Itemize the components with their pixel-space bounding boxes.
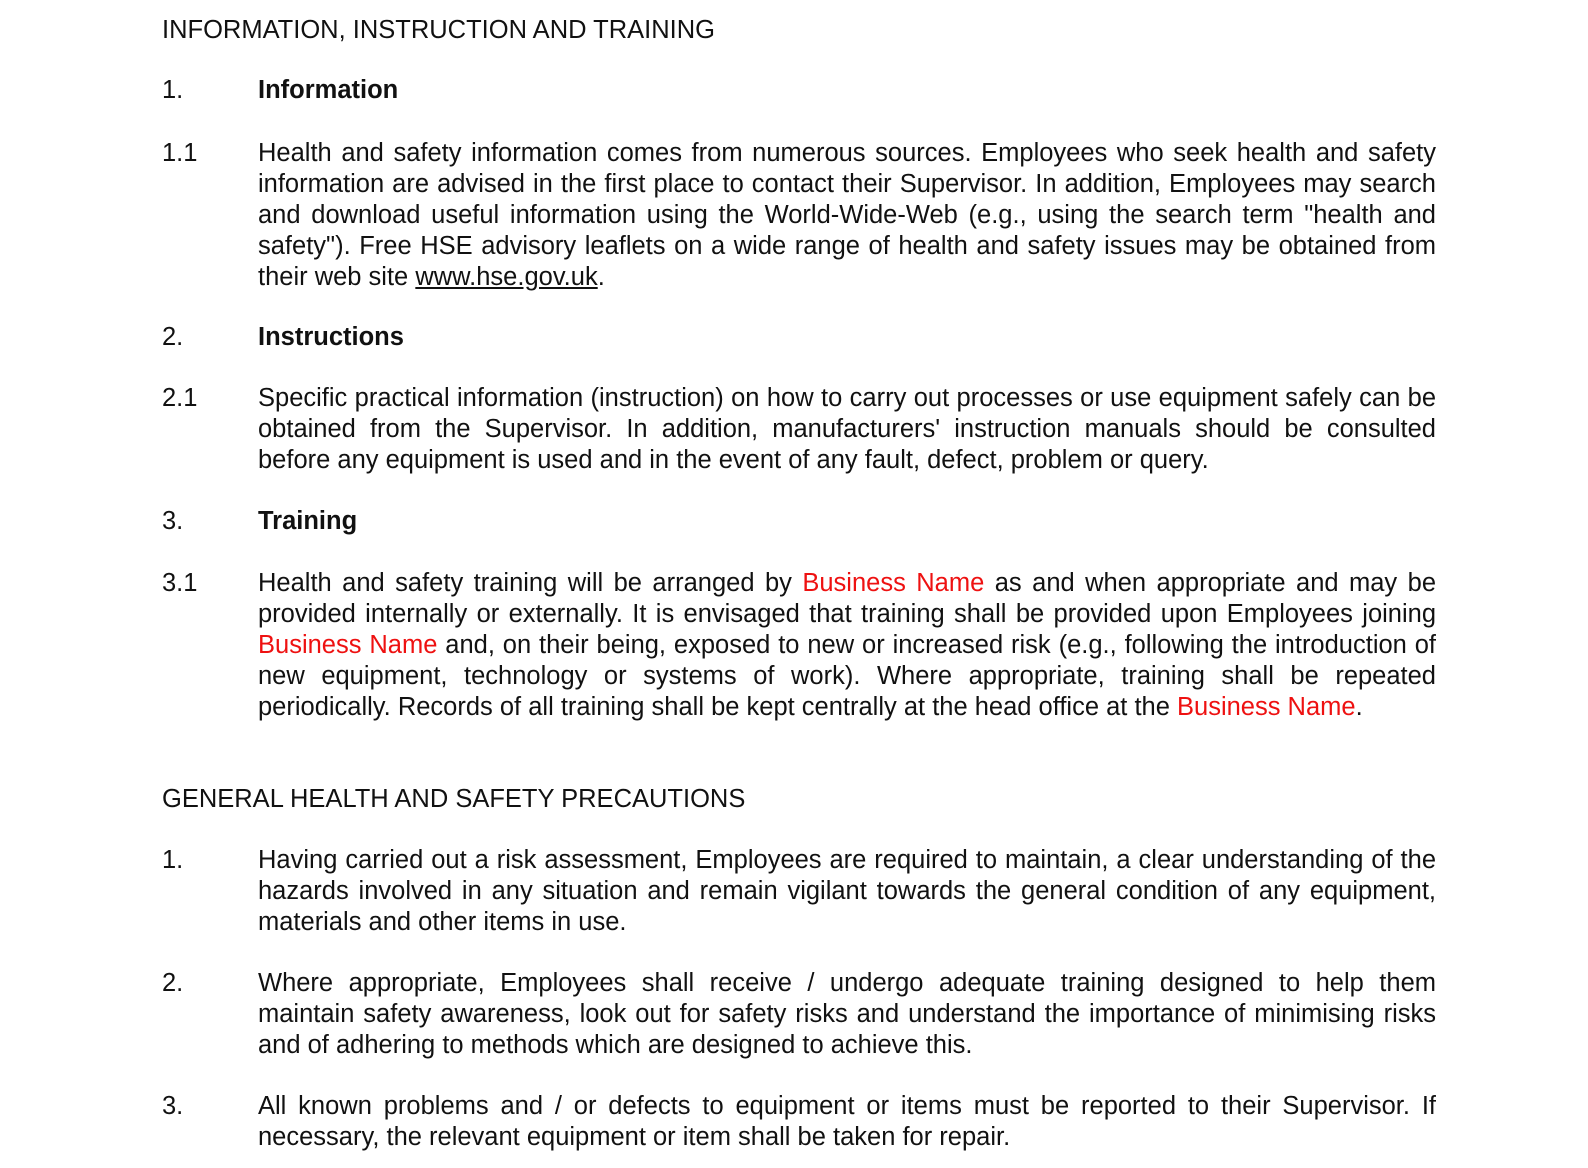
hse-website-link[interactable]: www.hse.gov.uk xyxy=(415,263,598,291)
business-name-placeholder: Business Name xyxy=(1177,693,1356,721)
general-item-3-text: All known problems and / or defects to equipment or items must be reported to their Supervisor. If necessary, the relevant equipment or item shall be taken for repair. xyxy=(258,1092,1436,1151)
general-item-1-number: 1. xyxy=(162,846,184,874)
section-3-number: 3. xyxy=(162,507,184,535)
clause-3-1-part-3: and, on their being, exposed to new or increased risk (e.g., following the introduction of new equipment, technology or systems of work). Where appropriate, training shall be repeated periodically. Records of all training shall be kept centrally at the head office at the xyxy=(258,631,1436,721)
clause-1-1-end: . xyxy=(597,263,605,291)
clause-3-1-text xyxy=(258,568,1436,723)
business-name-placeholder: Business Name xyxy=(258,631,438,659)
clause-3-1-part-4: . xyxy=(1355,693,1363,721)
clause-1-1-number: 1.1 xyxy=(162,139,198,167)
section-2-number: 2. xyxy=(162,323,184,351)
clause-2-1-number: 2.1 xyxy=(162,384,198,412)
general-item-2-text: Where appropriate, Employees shall receive / undergo adequate training designed to help them maintain safety awareness, look out for safety risks and understand the importance of minimising risks and of adhering to methods which are designed to achieve this. xyxy=(258,969,1436,1059)
clause-3-1-part-2: as and when appropriate and may be provided internally or externally. It is envisaged that training shall be provided upon Employees joining xyxy=(258,569,1437,628)
general-item-2-number: 2. xyxy=(162,969,184,997)
section-1-number: 1. xyxy=(162,76,184,104)
section-3-title: Training xyxy=(258,507,358,535)
clause-1-1-text xyxy=(258,138,1436,293)
section-1-title: Information xyxy=(258,76,399,104)
clause-3-1-part-1: Health and safety training will be arranged by xyxy=(258,569,803,597)
clause-3-1-number: 3.1 xyxy=(162,569,198,597)
business-name-placeholder: Business Name xyxy=(802,569,985,597)
section-heading-information-instruction-training: INFORMATION, INSTRUCTION AND TRAINING xyxy=(162,16,715,44)
clause-2-1-text: Specific practical information (instruction) on how to carry out processes or use equipment safely can be obtained from the Supervisor. In addition, manufacturers' instruction manuals should be consulted before any equipment is used and in the event of any fault, defect, problem or query. xyxy=(258,384,1436,474)
general-item-1-text: Having carried out a risk assessment, Employees are required to maintain, a clear understanding of the hazards involved in any situation and remain vigilant towards the general condition of any equipment, materials and other items in use. xyxy=(258,846,1436,936)
section-heading-general-health-safety: GENERAL HEALTH AND SAFETY PRECAUTIONS xyxy=(162,785,746,813)
clause-1-1-body: Health and safety information comes from numerous sources. Employees who seek health and safety information are advised in the first place to contact their Supervisor. In addition, Employees may search and download useful information using the World-Wide-Web (e.g., using the search term "health and safety"). Free HSE advisory leaflets on a wide range of health and safety issues may be obtained from their web site xyxy=(258,139,1436,291)
section-2-title: Instructions xyxy=(258,323,404,351)
general-item-3-number: 3. xyxy=(162,1092,184,1120)
